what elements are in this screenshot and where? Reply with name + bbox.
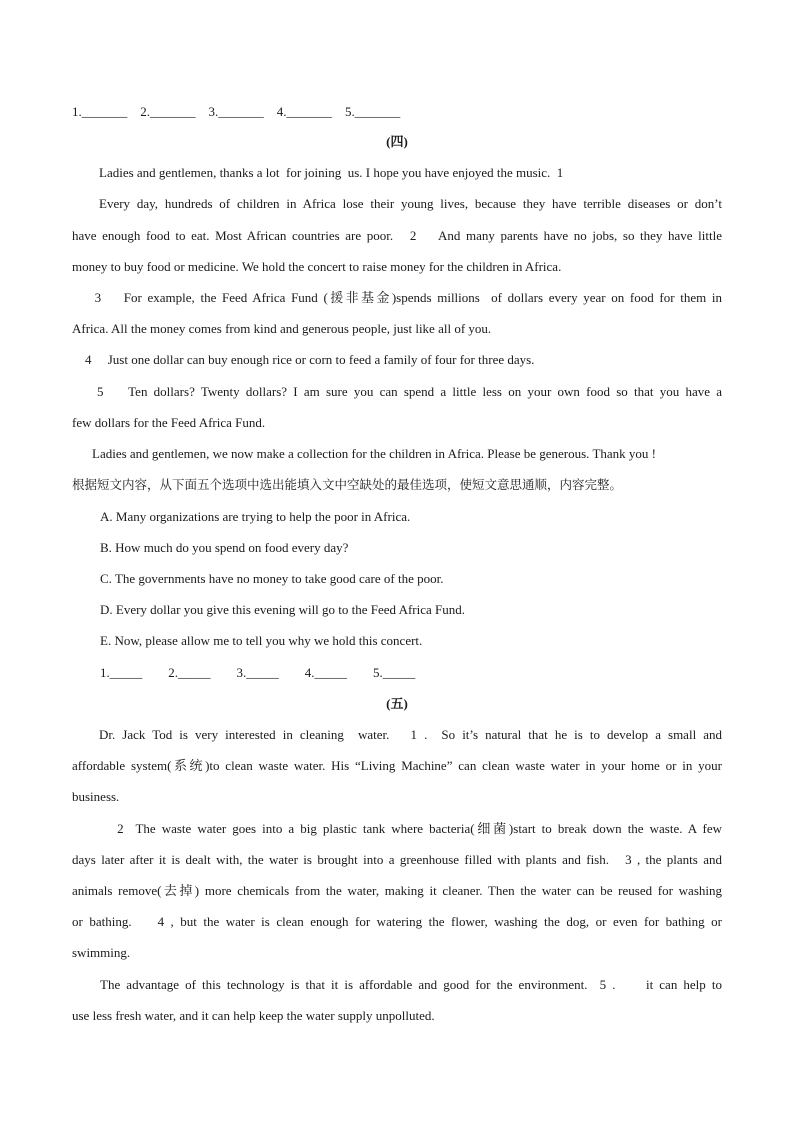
paragraph-line: money to buy food or medicine. We hold the concert to raise money for the children in Africa.: [72, 259, 562, 274]
paragraph-line: affordable system(系统)to clean waste water. His “Living Machine” can clean waste water in your home or in your: [72, 758, 722, 773]
section-title-5: (五): [386, 696, 408, 711]
option-e: E. Now, please allow me to tell you why we hold this concert.: [100, 633, 423, 648]
option-d: D. Every dollar you give this evening will go to the Feed Africa Fund.: [100, 602, 466, 617]
paragraph-line: use less fresh water, and it can help keep the water supply unpolluted.: [72, 1008, 435, 1023]
paragraph-line: animals remove(去掉) more chemicals from the water, making it cleaner. Then the water can be reused for washing: [72, 883, 722, 898]
paragraph-line: business.: [72, 789, 120, 804]
option-b: B. How much do you spend on food every day?: [100, 540, 349, 555]
paragraph-line: 2 The waste water goes into a big plastic tank where bacteria(细菌)start to break down the waste. A few: [105, 821, 722, 836]
answer-blanks-4: 1._____ 2._____ 3._____ 4._____ 5._____: [100, 665, 416, 680]
paragraph-line: Ladies and gentlemen, thanks a lot for joining us. I hope you have enjoyed the music. 1: [99, 165, 564, 180]
option-a: A. Many organizations are trying to help the poor in Africa.: [100, 509, 411, 524]
paragraph-line: Every day, hundreds of children in Africa lose their young lives, because they have terrible diseases or don’t: [99, 196, 722, 211]
paragraph-line: few dollars for the Feed Africa Fund.: [72, 415, 266, 430]
paragraph-line: Dr. Jack Tod is very interested in cleaning water. 1 . So it’s natural that he is to develop a small and: [99, 727, 722, 742]
paragraph-line: have enough food to eat. Most African countries are poor. 2 And many parents have no jobs, so they have little: [72, 228, 722, 243]
paragraph-line: 5 Ten dollars? Twenty dollars? I am sure you can spend a little less on your own food so that you have a: [72, 384, 722, 399]
paragraph-line: Ladies and gentlemen, we now make a collection for the children in Africa. Please be generous. Thank you !: [92, 446, 656, 461]
section-title-4: (四): [386, 134, 408, 149]
paragraph-line: 3 For example, the Feed Africa Fund (援非基金)spends millions of dollars every year on food for them in: [72, 290, 722, 305]
paragraph-line: Africa. All the money comes from kind and generous people, just like all of you.: [72, 321, 492, 336]
paragraph-line: days later after it is dealt with, the water is brought into a greenhouse filled with plants and fish. 3 , the plants and: [72, 852, 722, 867]
paragraph-line: swimming.: [72, 945, 131, 960]
option-c: C. The governments have no money to take good care of the poor.: [100, 571, 444, 586]
instruction-text: 根据短文内容，从下面五个选项中选出能填入文中空缺处的最佳选项，使短文意思通顺，内容完整。: [72, 477, 623, 492]
paragraph-line: The advantage of this technology is that it is affordable and good for the environment. 5 . it can help to: [100, 977, 722, 992]
paragraph-line: or bathing. 4 , but the water is clean enough for watering the flower, washing the dog, or even for bathing or: [72, 914, 722, 929]
paragraph-line: 4 Just one dollar can buy enough rice or corn to feed a family of four for three days.: [72, 352, 535, 367]
answer-blanks-top: 1._______ 2._______ 3._______ 4._______ 5._______: [72, 104, 401, 119]
